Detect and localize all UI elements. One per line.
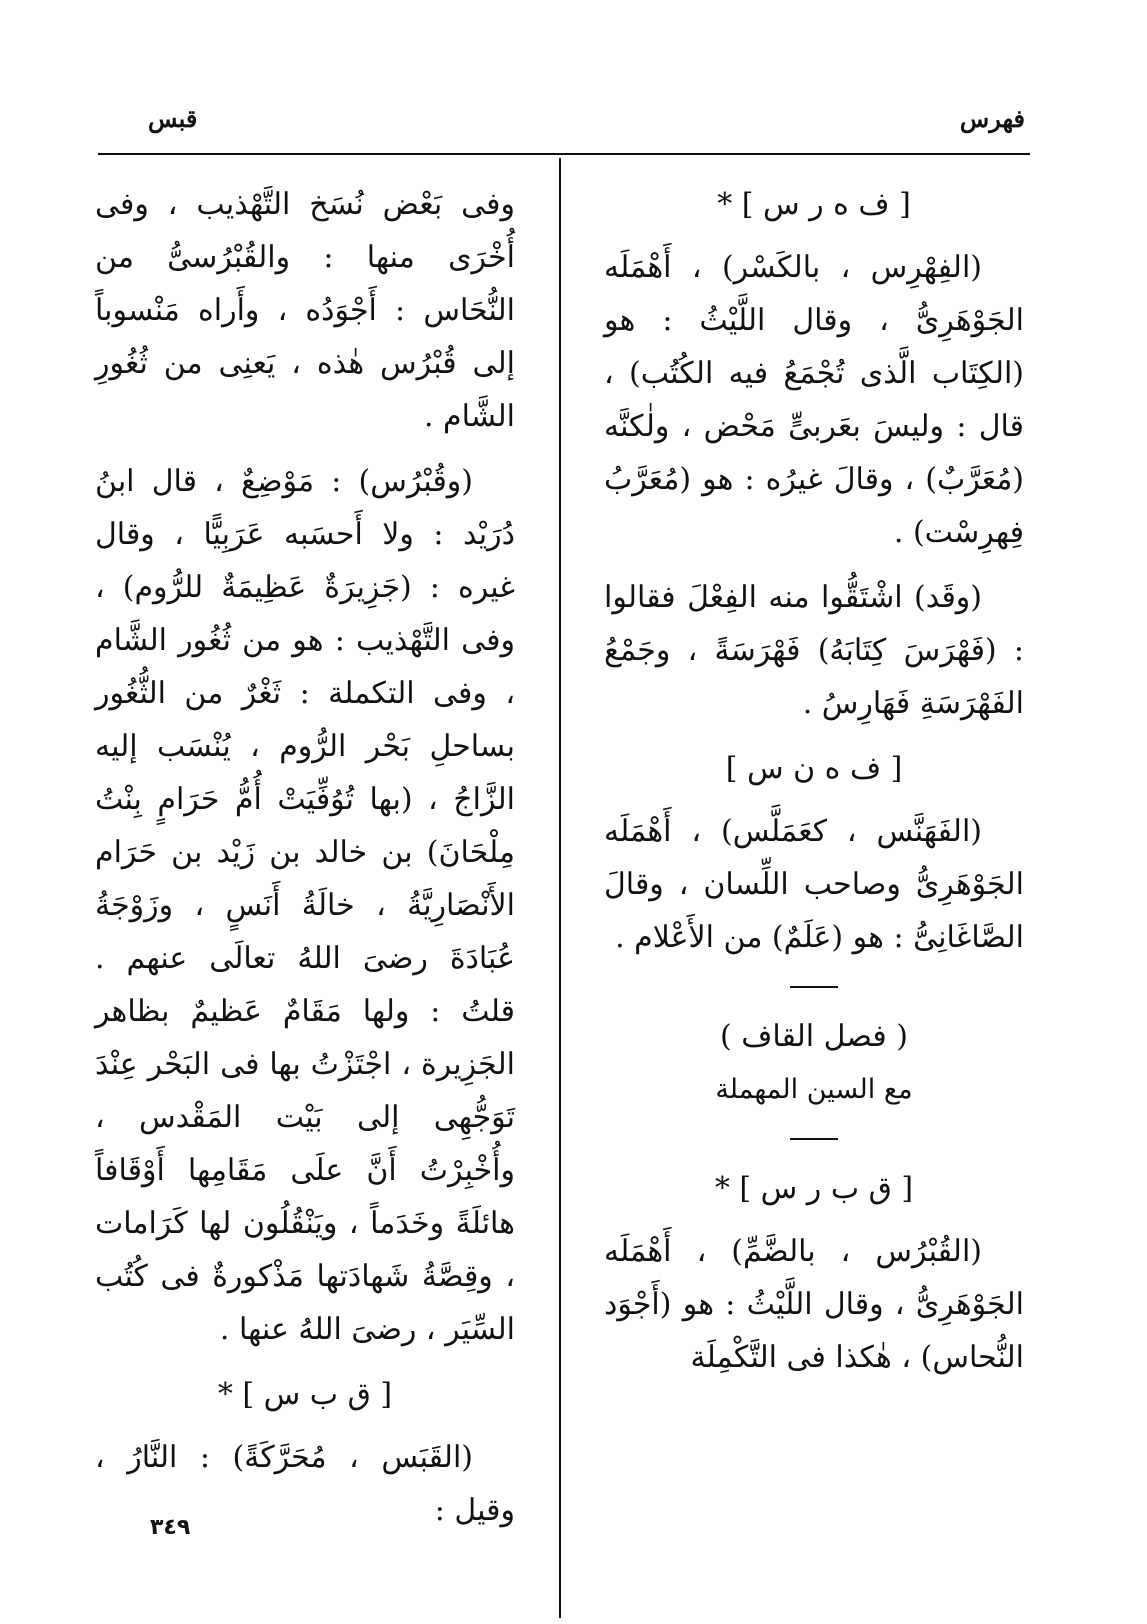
entry-heading-qbrs: [ ق ب ر س ] * xyxy=(714,1171,914,1206)
entry-fhrs-paragraph-1: (الفِهْرِس ، بالكَسْر) ، أَهْمَلَه الجَوْهَرِىُّ ، وقال اللَّيْثُ : هو (الكِتَاب الَّذى تُجْمَعُ فيه الكُتُب) ، قال : وليسَ بعَربىٍّ مَحْض ، ولٰكنَّه (مُعَرَّبٌ) ، وقالَ غيرُه : هو (مُعَرَّبُ فِهرِسْت) . xyxy=(604,250,1024,550)
entry-qbs-paragraph: (القَبَس ، مُحَرَّكَةً) : النَّارُ ، وقيل : xyxy=(95,1440,515,1528)
section-divider-bottom xyxy=(790,1138,838,1140)
column-divider xyxy=(559,158,561,1618)
entry-heading-qbs: [ ق ب س ] * xyxy=(217,1377,393,1412)
section-divider-top xyxy=(790,986,838,988)
entry-qbrs-paragraph: (القُبْرُس ، بالضَّمِّ) ، أَهْمَلَه الجَوْهَرِىُّ ، وقال اللَّيْثُ : هو (أَجْوَد النُّحاس) ، هٰكذا فى التَّكْمِلَة xyxy=(604,1234,1024,1375)
entry-fhns-paragraph: (الفَهَنَّس ، كعَمَلَّس) ، أَهْمَلَه الجَوْهَرِىُّ وصاحب اللِّسان ، وقالَ الصَّاغَانِىُّ : هو (عَلَمٌ) من الأَعْلام . xyxy=(604,814,1024,955)
header-rule xyxy=(98,153,1030,155)
right-column xyxy=(604,178,1024,1396)
entry-fhrs-paragraph-2: (وقَد) اشْتَقُّوا منه الفِعْلَ فقالوا : (فَهْرَسَ كِتَابَهُ) فَهْرَسَةً ، وجَمْعُ الفَهْرَسَةِ فَهَارِسُ . xyxy=(604,580,1024,721)
section-subtitle: مع السين المهملة xyxy=(715,1074,913,1105)
left-column xyxy=(95,178,515,1549)
entry-qbrs-place-paragraph: (وقُبْرُس) : مَوْضِعٌ ، قال ابنُ دُرَيْد : ولا أَحسَبه عَرَبِيًّا ، وقال غيره : (جَزِيرَةٌ عَظِيمَةٌ للرُّوم) ، وفى التَّهْذيب : هو من ثُغُور الشَّام ، وفى التكملة : ثَغْرٌ من الثُّغُور بساحلِ بَحْر الرُّوم ، يُنْسَب إليه الزَّاجُ ، (بها تُوُفِّيَتْ أُمُّ حَرَامٍ بِنْتُ مِلْحَانَ) بن خالد بن زَيْد بن حَرَام الأَنْصَارِيَّةُ ، خالَةُ أَنَسٍ ، وزَوْجَةُ عُبَادَةَ رضىَ اللهُ تعالَى عنهم . قلتُ : ولها مَقَامٌ عَظيمٌ بظاهر الجَزِيرة ، اجْتَزْتُ بها فى البَحْر عِنْدَ تَوَجُّهِى إلى بَيْت المَقْدس ، وأُخْبِرْتُ أَنَّ علَى مَقَامِها أَوْقَافاً هائلَةً وخَدَماً ، ويَنْقُلُون لها كَرَامات ، وقِصَّةُ شَهادَتها مَذْكورةٌ فى كُتُب السِّيَر ، رضىَ اللهُ عنها . xyxy=(95,464,515,1347)
running-head-left: قبس xyxy=(148,104,198,133)
entry-heading-fhrs: [ ف ه ر س ] * xyxy=(717,187,911,222)
section-title: ( فصل القاف ) xyxy=(720,1019,908,1054)
running-head-right: فهرس xyxy=(959,104,1025,133)
entry-heading-fhns: [ ف ه ن س ] xyxy=(725,751,903,786)
entry-qbrs-continuation: وفى بَعْض نُسَخ التَّهْذيب ، وفى أُخْرَى منها : والقُبْرُسىُّ من النُّحَاس : أَجْوَدُه ، وأَراه مَنْسوباً إلى قُبْرُس هٰذه ، يَعنِى من ثُغُورِ الشَّام . xyxy=(95,187,515,434)
page-number: ٣٤٩ xyxy=(150,1515,191,1540)
